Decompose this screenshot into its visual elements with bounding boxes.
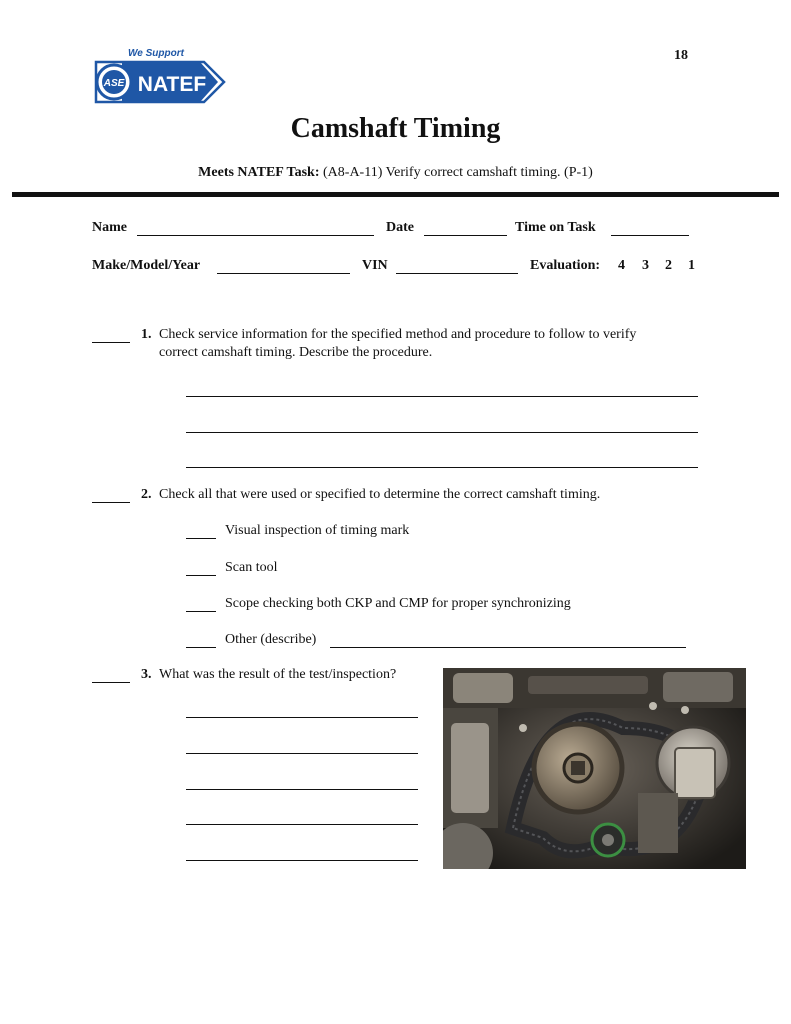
evaluation-score-4[interactable]: 4 bbox=[618, 258, 625, 273]
checklist-item-1: Visual inspection of timing mark bbox=[225, 523, 410, 538]
we-support-text: We Support bbox=[128, 48, 184, 59]
other-describe-line[interactable] bbox=[330, 647, 686, 648]
checklist-item-4: Other (describe) bbox=[225, 632, 317, 647]
q3-answer-line-4[interactable] bbox=[186, 824, 418, 825]
q1-check-blank[interactable] bbox=[92, 342, 130, 343]
date-label: Date bbox=[386, 220, 414, 235]
date-field[interactable] bbox=[424, 235, 507, 236]
engine-timing-belt-photo bbox=[443, 668, 746, 869]
q3-answer-line-3[interactable] bbox=[186, 789, 418, 790]
make-model-year-label: Make/Model/Year bbox=[92, 258, 201, 273]
q3-text: What was the result of the test/inspection? bbox=[159, 667, 397, 682]
natef-text: NATEF bbox=[137, 73, 207, 96]
q2-check-blank[interactable] bbox=[92, 502, 130, 503]
make-model-year-field[interactable] bbox=[217, 273, 350, 274]
checklist-item-3: Scope checking both CKP and CMP for proper synchronizing bbox=[225, 596, 571, 611]
evaluation-score-3[interactable]: 3 bbox=[642, 258, 649, 273]
natef-task bbox=[0, 165, 791, 181]
q3-answer-line-2[interactable] bbox=[186, 753, 418, 754]
q1-number: 1. bbox=[141, 327, 152, 342]
ase-badge-text: ASE bbox=[103, 78, 125, 89]
evaluation-label: Evaluation: bbox=[530, 258, 601, 273]
q3-answer-line-5[interactable] bbox=[186, 860, 418, 861]
q1-text-line2: correct camshaft timing. Describe the procedure. bbox=[159, 345, 433, 360]
page-title: Camshaft Timing bbox=[290, 113, 501, 144]
name-label: Name bbox=[92, 220, 127, 235]
q1-answer-line-3[interactable] bbox=[186, 467, 698, 468]
checklist-blank-2[interactable] bbox=[186, 575, 216, 576]
q2-text: Check all that were used or specified to determine the correct camshaft timing. bbox=[159, 487, 601, 502]
q1-text-line1: Check service information for the specified method and procedure to follow to verify bbox=[159, 327, 637, 342]
checklist-blank-4[interactable] bbox=[186, 647, 216, 648]
natef-logo bbox=[92, 44, 228, 110]
checklist-blank-3[interactable] bbox=[186, 611, 216, 612]
evaluation-score-1[interactable]: 1 bbox=[688, 258, 695, 273]
page-number: 18 bbox=[674, 48, 688, 63]
checklist-blank-1[interactable] bbox=[186, 538, 216, 539]
q3-check-blank[interactable] bbox=[92, 682, 130, 683]
q2-number: 2. bbox=[141, 487, 152, 502]
task-label: Meets NATEF Task: bbox=[198, 165, 320, 180]
q3-number: 3. bbox=[141, 667, 152, 682]
vin-label: VIN bbox=[362, 258, 388, 273]
engine-photo-graphic bbox=[443, 668, 746, 869]
q1-answer-line-2[interactable] bbox=[186, 432, 698, 433]
q1-answer-line-1[interactable] bbox=[186, 396, 698, 397]
time-on-task-label: Time on Task bbox=[515, 220, 596, 235]
q3-answer-line-1[interactable] bbox=[186, 717, 418, 718]
time-on-task-field[interactable] bbox=[611, 235, 689, 236]
header-divider bbox=[12, 192, 779, 197]
natef-logo-graphic bbox=[92, 44, 228, 110]
evaluation-score-2[interactable]: 2 bbox=[665, 258, 672, 273]
vin-field[interactable] bbox=[396, 273, 518, 274]
name-field[interactable] bbox=[137, 235, 374, 236]
task-text: (A8-A-11) Verify correct camshaft timing. (P-1) bbox=[323, 165, 593, 180]
checklist-item-2: Scan tool bbox=[225, 560, 278, 575]
